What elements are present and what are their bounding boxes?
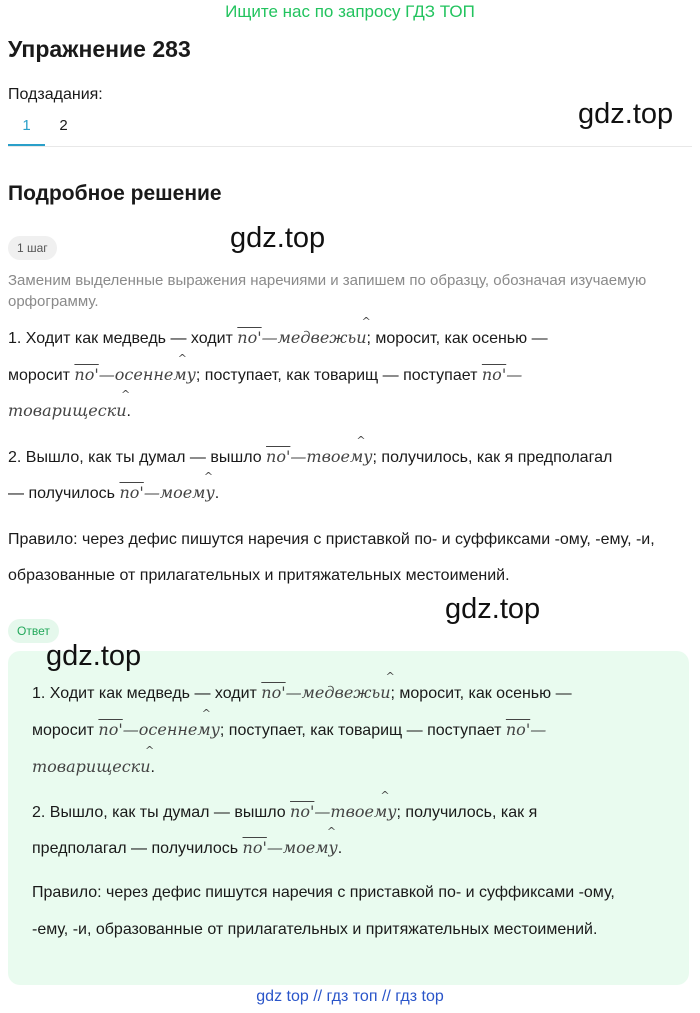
highlighted-word: товарищески ^ — [8, 388, 131, 420]
tab-1[interactable]: 1 — [8, 114, 45, 146]
answer-line: 1. Ходит как медведь — ходит по'—медвежьи ^ ; моросит, как осенью — — [32, 674, 652, 712]
intro-text: Заменим выделенные выражения наречиями и запишем по образцу, обозначая изучаемую орфограмму. — [8, 272, 647, 310]
section-title: Подробное решение — [8, 182, 222, 205]
highlighted-word: товарищески ^ — [32, 744, 155, 776]
answer-badge: Ответ — [8, 619, 59, 643]
highlighted-word: моему ^ — [282, 825, 338, 857]
footer-links[interactable]: gdz top // гдз топ // гдз top — [256, 988, 444, 1005]
tabs-divider — [8, 146, 692, 147]
solution-line: моросит по'—осеннему ^ ; поступает, как товарищ — поступает по'— — [8, 357, 658, 394]
highlighted-word: моему ^ — [159, 470, 215, 502]
answer-line: товарищески ^ . — [32, 748, 652, 786]
highlighted-word: осеннему ^ — [114, 352, 196, 384]
subtasks-label: Подзадания: — [8, 86, 103, 103]
highlighted-word: твоему ^ — [330, 789, 397, 821]
highlighted-word: твоему ^ — [306, 434, 373, 466]
solution-line: 2. Вышло, как ты думал — вышло по'—твоему ^ ; получилось, как я предполагал — [8, 439, 658, 476]
watermark: gdz.top — [230, 222, 326, 254]
solution-line: — получилось по'—моему ^ . — [8, 475, 658, 512]
highlighted-word: медвежьи ^ — [277, 315, 371, 347]
step-badge: 1 шаг — [8, 236, 57, 260]
rule-text: Правило: через дефис пишутся наречия с приставкой по- и суффиксами -ому, -ему, -и, образованные от прилагательных и притяжательных местоимений. — [8, 531, 655, 584]
answer-line: моросит по'—осеннему ^ ; поступает, как товарищ — поступает по'— — [32, 711, 652, 749]
watermark: gdz.top — [445, 593, 541, 625]
answer-rule: Правило: через дефис пишутся наречия с приставкой по- и суффиксами -ому, -ему, -и, образованные от прилагательных и притяжательных местоимений. — [32, 884, 615, 938]
highlighted-word: медвежьи ^ — [301, 670, 395, 702]
highlighted-word: осеннему ^ — [138, 707, 220, 739]
answer-line: 2. Вышло, как ты думал — вышло по'—твоему ^ ; получилось, как я — [32, 793, 652, 831]
page-title: Упражнение 283 — [8, 36, 191, 62]
watermark: gdz.top — [46, 640, 142, 672]
watermark: gdz.top — [578, 98, 674, 130]
answer-line: предполагал — получилось по'—моему ^ . — [32, 829, 652, 867]
solution-line: товарищески ^ . — [8, 393, 658, 430]
solution-line: 1. Ходит как медведь — ходит по'—медвежьи ^ ; моросит, как осенью — — [8, 320, 658, 357]
search-banner: Ищите нас по запросу ГДЗ ТОП — [225, 2, 475, 21]
subtask-tabs — [8, 114, 82, 146]
tab-2[interactable]: 2 — [59, 117, 68, 134]
